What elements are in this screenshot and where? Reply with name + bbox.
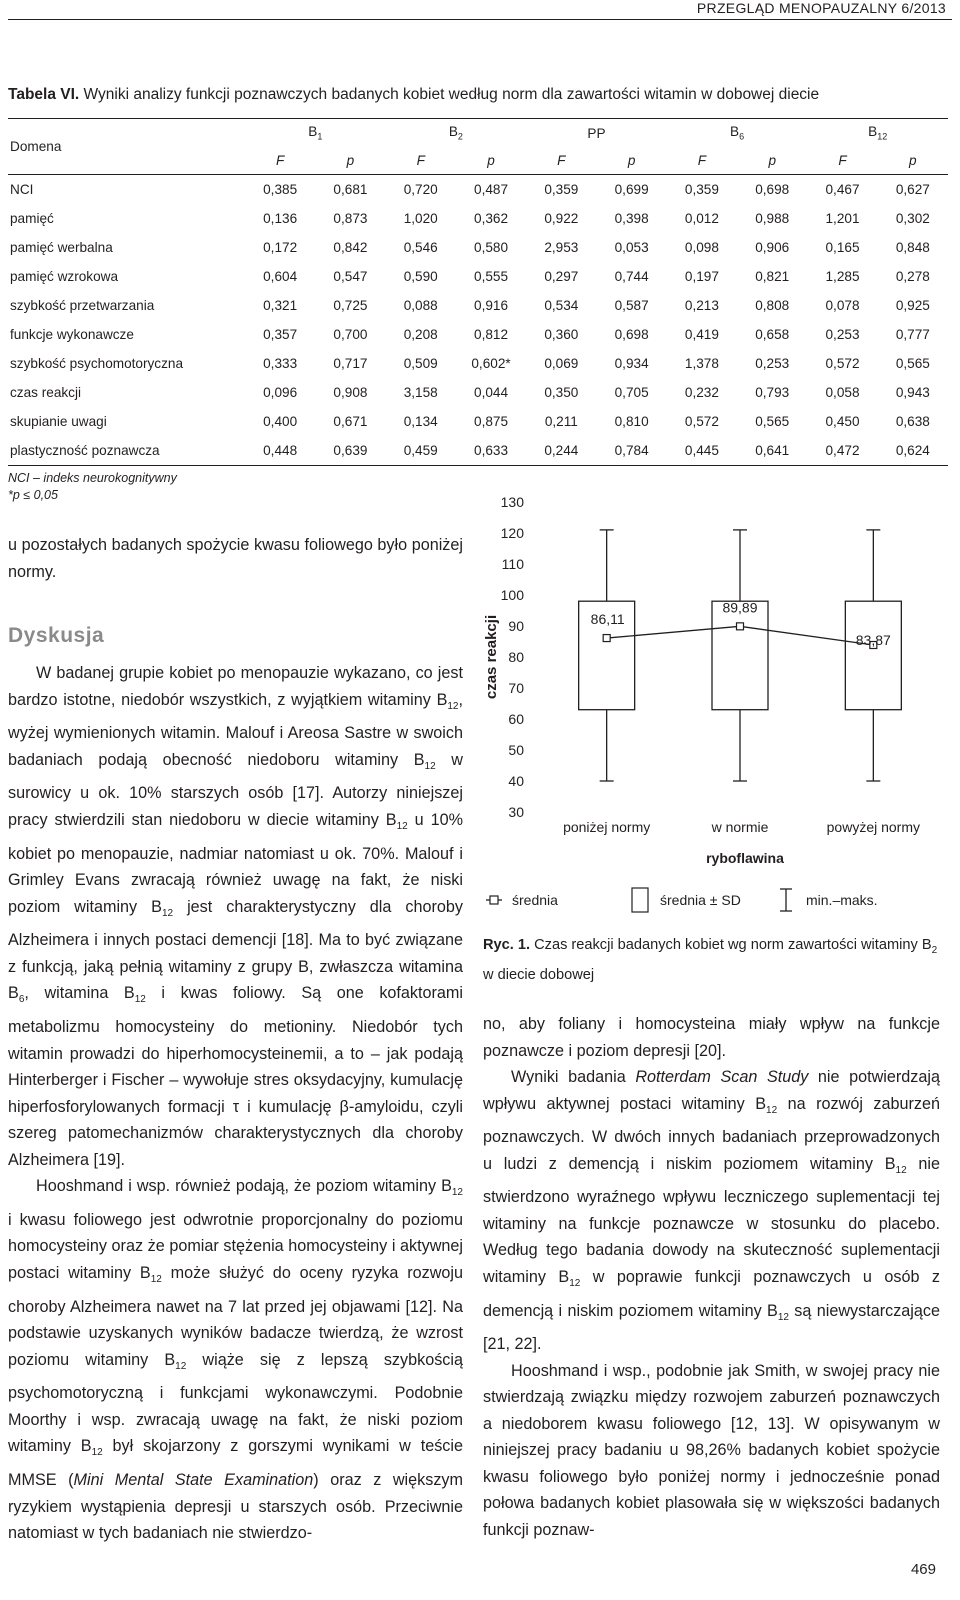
table-cell: 1,020 [403, 211, 438, 226]
table-cell: 0,916 [474, 298, 509, 313]
page-header [0, 0, 960, 18]
right-paragraph-1: no, aby foliany i homocysteina miały wpływ na funkcje poznawcze i poziom depresji [20]. [483, 1015, 940, 1060]
table-cell: 0,459 [386, 436, 456, 466]
table-cell: 0,253 [825, 327, 860, 342]
table-cell: 0,211 [544, 414, 578, 429]
legend-mean-label: średnia [512, 892, 558, 908]
group-header-1: $B_2$ [386, 119, 527, 148]
table-cell: 0,700 [333, 327, 368, 342]
table-cell: 0,509 [403, 356, 438, 371]
y-tick-label: 90 [508, 618, 524, 634]
table-cell: 0,572 [825, 356, 860, 371]
stat-p-header: p [315, 147, 385, 175]
table-cell: 0,534 [544, 298, 579, 313]
table-cell: 0,450 [825, 414, 860, 429]
table-cell: 0,359 [684, 182, 719, 197]
stat-f-header: F [245, 147, 315, 175]
note-nci: NCI – indeks neurokognitywny [8, 471, 177, 485]
table-cell: 2,953 [544, 240, 579, 255]
figure-caption: Ryc. 1. Czas reakcji badanych kobiet wg norm zawartości witaminy $B_2$ w diecie dobowej [483, 937, 938, 983]
table-cell: 0,641 [737, 436, 807, 466]
table-cell: 0,720 [403, 182, 438, 197]
table-cell: 0,172 [263, 240, 298, 255]
table-cell: 0,044 [474, 385, 509, 400]
table-cell: 0,359 [544, 182, 579, 197]
table-cell: 0,580 [474, 240, 509, 255]
table-cell: 0,602* [471, 356, 511, 371]
note-significance: *p ≤ 0,05 [8, 488, 58, 502]
table-cell: 0,012 [684, 211, 719, 226]
y-tick-label: 30 [508, 804, 524, 820]
y-tick-label: 50 [508, 742, 524, 758]
mean-marker [603, 635, 610, 642]
sd-box [712, 601, 768, 710]
table-row [8, 349, 948, 378]
table-cell: 1,201 [825, 211, 860, 226]
table-cell: 0,445 [667, 436, 737, 466]
row-label: szybkość psychomotoryczna [10, 356, 184, 371]
table-row [8, 378, 948, 407]
table-cell: 0,321 [263, 298, 298, 313]
left-column [8, 532, 463, 585]
table-cell: 1,285 [825, 269, 860, 284]
right-column [483, 1011, 940, 1543]
legend-sd-icon [632, 888, 648, 912]
group-header-4: $B_{12}$ [807, 119, 948, 148]
table-cell: 0,398 [614, 211, 649, 226]
table-cell: 0,278 [895, 269, 930, 284]
y-tick-label: 60 [508, 711, 524, 727]
table-cell: 0,165 [825, 240, 860, 255]
table-cell: 0,213 [684, 298, 719, 313]
mean-label: 83,87 [855, 632, 891, 649]
group-header-3: $B_6$ [667, 119, 808, 148]
table-cell: 0,350 [544, 385, 579, 400]
table-row [8, 436, 948, 466]
table-cell: 0,925 [895, 298, 930, 313]
results-table [8, 118, 948, 466]
table-cell: 0,088 [403, 298, 438, 313]
discussion-paragraph-2: Hooshmand i wsp. również podają, że poziom witaminy $B_{12}$ i kwasu foliowego jest odwrotnie proporcjonalny do poziomu homocysteiny oraz że pomiar stężenia homocysteiny i aktywnej postaci witaminy $B_{12}$ może służyć do oceny ryzyka rozwoju choroby Alzheimera nawet na 7 lat przed jej objawami [12]. Na podstawie uzyskanych wyników badacze twierdzą, że wzrost poziomu witaminy $B_{12}$ wiąże się z lepszą szybkością psychomotoryczną i funkcjami wykonawczymi. Podobnie Moorthy i wsp. zwracają uwagę na fakt, że niski poziom witaminy $B_{12}$ był skojarzony z gorszymi wynikami w teście MMSE (Mini Mental State Examination) oraz z większym ryzykiem wystąpienia depresji u starszych osób. Przeciwnie natomiast w tych badaniach nie stwierdzo- [8, 1177, 464, 1543]
table-cell: 0,744 [614, 269, 649, 284]
y-tick-label: 120 [500, 525, 524, 541]
table-cell: 0,875 [474, 414, 509, 429]
table-cell: 0,134 [403, 414, 438, 429]
table-header-groups [8, 119, 948, 148]
table-cell: 0,808 [755, 298, 790, 313]
stat-f-header: F [526, 147, 596, 175]
table-row [8, 233, 948, 262]
table-caption [8, 86, 819, 104]
table-cell: 0,934 [614, 356, 649, 371]
table-cell: 0,136 [263, 211, 298, 226]
intro-paragraph: u pozostałych badanych spożycie kwasu foliowego było poniżej normy. [8, 536, 463, 581]
stat-p-header: p [456, 147, 526, 175]
y-tick-label: 70 [508, 680, 524, 696]
left-column-body [8, 660, 463, 1547]
table-cell: 0,988 [755, 211, 790, 226]
mean-label: 89,89 [722, 599, 758, 616]
table-cell: 0,362 [474, 211, 509, 226]
mean-marker [737, 623, 744, 630]
row-label: funkcje wykonawcze [10, 327, 134, 342]
table-cell: 0,244 [526, 436, 596, 466]
table-cell: 0,658 [755, 327, 790, 342]
table-cell: 0,821 [755, 269, 790, 284]
table-cell: 0,777 [895, 327, 930, 342]
group-header-0: $B_1$ [245, 119, 386, 148]
table-row [8, 262, 948, 291]
table-cell: 0,547 [333, 269, 368, 284]
table-cell: 0,208 [403, 327, 438, 342]
table-cell: 0,922 [544, 211, 579, 226]
table-cell: 0,633 [456, 436, 526, 466]
domain-header: Domena [8, 119, 245, 175]
table-cell: 0,590 [403, 269, 438, 284]
table-notes [8, 470, 177, 504]
table-cell: 0,908 [333, 385, 368, 400]
table-cell: 0,253 [755, 356, 790, 371]
row-label: skupianie uwagi [10, 414, 107, 429]
table-cell: 0,053 [614, 240, 649, 255]
table-row [8, 204, 948, 233]
y-tick-label: 40 [508, 773, 524, 789]
table-cell: 0,232 [684, 385, 719, 400]
row-label: NCI [10, 182, 34, 197]
stat-f-header: F [667, 147, 737, 175]
section-title-dyskusja: Dyskusja [8, 624, 105, 647]
table-cell: 0,385 [263, 182, 298, 197]
table-cell: 0,943 [895, 385, 930, 400]
legend-minmax-label: min.–maks. [806, 892, 878, 908]
mean-label: 86,11 [590, 611, 625, 628]
table-cell: 0,419 [684, 327, 719, 342]
journal-title: PRZEGLĄD MENOPAUZALNY 6/2013 [696, 0, 946, 16]
table-cell: 0,812 [474, 327, 509, 342]
table-cell: 0,681 [333, 182, 368, 197]
y-tick-label: 130 [500, 494, 524, 510]
right-paragraph-3: Hooshmand i wsp., podobnie jak Smith, w swojej pracy nie stwierdzają związku między rozwojem zaburzeń poznawczych a niedoborem kwasu foliowego [12, 13]. W opisywanym w niniejszej pracy badaniu u 98,26% badanych kobiet spożycie kwasu foliowego było poniżej normy i jednocześnie ponad połowa badanych kobiet plasowała się w większości badanych funkcji poznaw- [483, 1361, 940, 1539]
table-cell: 0,725 [333, 298, 368, 313]
table-cell: 0,848 [895, 240, 930, 255]
row-label: pamięć werbalna [10, 240, 113, 255]
legend-mean-icon [490, 896, 498, 904]
table-cell: 0,357 [263, 327, 298, 342]
header-rule [8, 19, 952, 20]
table-cell: 0,587 [614, 298, 649, 313]
table-row [8, 320, 948, 349]
row-label: pamięć wzrokowa [10, 269, 119, 284]
table-cell: 0,333 [263, 356, 298, 371]
table-cell: 0,565 [755, 414, 790, 429]
x-tick-label: poniżej normy [563, 819, 651, 835]
row-label: czas reakcji [10, 385, 82, 400]
table-cell: 0,906 [755, 240, 790, 255]
table-cell: 0,793 [755, 385, 790, 400]
discussion-paragraph-1: W badanej grupie kobiet po menopauzie wykazano, co jest bardzo istotne, niedobór wszystkich, z wyjątkiem witaminy $B_{12}$, wyżej wymienionych witamin. Malouf i Areosa Sastre w swoich badaniach podają obecność niedoboru witaminy $B_{12}$ w surowicy u ok. 10% starszych osób [17]. Autorzy niniejszej pracy stwierdzili stan niedoboru w diecie witaminy $B_{12}$ u 10% kobiet po menopauzie, nadmiar natomiast u ok. 70%. Malouf i Grimley Evans zwracają również uwagę na fakt, że niski poziom witaminy $B_{12}$ jest charakterystyczny dla choroby Alzheimera i innych postaci demencji [18]. Ma to być związane z funkcją, jaką pełnią witaminy z grupy B, zwłaszcza witamina $B_6$, witamina $B_{12}$ i kwas foliowy. Są one kofaktorami metabolizmu homocysteiny do metioniny. Niedobór tych witamin prowadzi do hiperhomocysteinemii, a to – jak podają Hinterberger i Fischer – wywołuje stres oksydacyjny, kumulację hiperfosforylowanych formacji τ i kumulację β-amyloidu, czyli szereg patomechanizmów charakterystycznych dla choroby Alzheimera [19]. [8, 664, 463, 1169]
table-cell: 0,467 [825, 182, 860, 197]
table-cell: 0,699 [614, 182, 649, 197]
y-tick-label: 110 [501, 556, 524, 572]
table-cell: 0,078 [825, 298, 860, 313]
table-cell: 0,546 [403, 240, 438, 255]
table-cell: 0,197 [684, 269, 719, 284]
row-label: szybkość przetwarzania [10, 298, 155, 313]
table-cell: 0,487 [474, 182, 509, 197]
table-cell: 0,604 [263, 269, 298, 284]
table-cell: 0,098 [684, 240, 719, 255]
y-axis-label: czas reakcji [483, 614, 500, 700]
row-label: plastyczność poznawcza [8, 436, 245, 466]
table-cell: 0,698 [755, 182, 790, 197]
legend-sd-label: średnia ± SD [660, 892, 741, 908]
table-cell: 0,627 [895, 182, 930, 197]
table-cell: 0,705 [614, 385, 649, 400]
y-tick-label: 80 [508, 649, 524, 665]
table-cell: 0,572 [684, 414, 719, 429]
stat-f-header: F [386, 147, 456, 175]
table-cell: 0,555 [474, 269, 509, 284]
x-axis-label: ryboflawina [706, 850, 784, 866]
table-cell: 0,297 [544, 269, 579, 284]
table-caption-label: Tabela VI. [8, 86, 80, 103]
table-cell: 0,069 [544, 356, 579, 371]
table-row [8, 407, 948, 436]
table-cell: 0,448 [245, 436, 315, 466]
table-cell: 1,378 [684, 356, 719, 371]
table-cell: 0,096 [263, 385, 298, 400]
x-tick-label: powyżej normy [826, 819, 921, 835]
stat-p-header: p [596, 147, 666, 175]
table-cell: 0,058 [825, 385, 860, 400]
table-cell: 0,624 [878, 436, 948, 466]
table-cell: 0,360 [544, 327, 579, 342]
group-header-2: PP [526, 119, 667, 148]
stat-p-header: p [878, 147, 948, 175]
table-cell: 0,639 [315, 436, 385, 466]
row-label: pamięć [10, 211, 54, 226]
table-cell: 0,784 [596, 436, 666, 466]
table-cell: 3,158 [403, 385, 438, 400]
table-cell: 0,842 [333, 240, 368, 255]
table-cell: 0,400 [263, 414, 298, 429]
table-caption-text: Wyniki analizy funkcji poznawczych badanych kobiet według norm dla zawartości witamin w dobowej diecie [79, 86, 820, 103]
reaction-time-boxplot [480, 490, 950, 920]
stat-p-header: p [737, 147, 807, 175]
table-cell: 0,472 [807, 436, 877, 466]
table-cell: 0,717 [333, 356, 368, 371]
table-cell: 0,873 [333, 211, 368, 226]
right-paragraph-2: Wyniki badania Rotterdam Scan Study nie potwierdzają wpływu aktywnej postaci witaminy $B_{12}$ na rozwój zaburzeń poznawczych. W dwóch innych badaniach przeprowadzonych u ludzi z demencją i niskim poziomem witaminy $B_{12}$ nie stwierdzono wyraźnego wpływu leczniczego suplementacji tej witaminy na funkcje poznawcze w stosunku do placebo. Według tego badania dowody na skuteczność suplementacji witaminy $B_{12}$ w poprawie funkcji poznawczych u osób z demencją i niskim poziomem witaminy $B_{12}$ są niewystarczające [21, 22]. [483, 1068, 940, 1354]
table-cell: 0,698 [614, 327, 649, 342]
sd-box [845, 601, 901, 710]
table-cell: 0,565 [895, 356, 930, 371]
stat-f-header: F [807, 147, 877, 175]
table-cell: 0,638 [895, 414, 930, 429]
table-cell: 0,671 [333, 414, 368, 429]
y-tick-label: 100 [500, 587, 524, 603]
table-row [8, 291, 948, 320]
table-row [8, 175, 948, 205]
table-cell: 0,810 [614, 414, 649, 429]
page-number: 469 [910, 1561, 936, 1578]
x-tick-label: w normie [711, 819, 769, 835]
table-cell: 0,302 [895, 211, 930, 226]
